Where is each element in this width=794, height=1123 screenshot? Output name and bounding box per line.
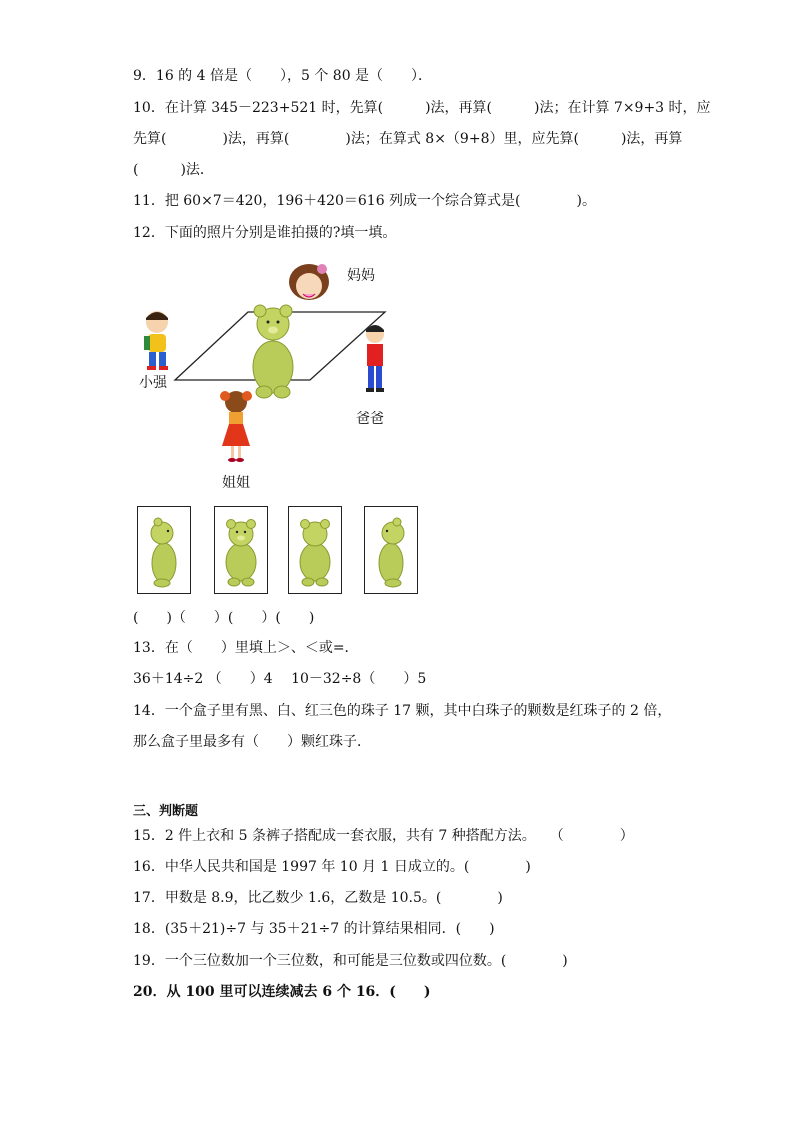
dad-label: 爸爸 xyxy=(356,411,384,427)
question-15: 15．2 件上衣和 5 条裤子搭配成一套衣服，共有 7 种搭配方法。 （ ） xyxy=(133,828,634,844)
question-13-items: 36＋14÷2 （ ）4 10－32÷8（ ）5 xyxy=(133,671,427,687)
photo-card-3 xyxy=(288,506,342,594)
photo-card-1 xyxy=(137,506,191,594)
question-20: 20．从 100 里可以连续减去 6 个 16．( ) xyxy=(133,984,431,1000)
question-12: 12．下面的照片分别是谁拍摄的?填一填。 xyxy=(133,225,397,241)
bear-front-view xyxy=(215,507,267,593)
photo-card-4 xyxy=(364,506,418,594)
question-13: 13．在（ ）里填上＞、＜或=． xyxy=(133,640,359,656)
sister-label: 姐姐 xyxy=(222,475,250,491)
question-17: 17．甲数是 8.9，比乙数少 1.6，乙数是 10.5。( ) xyxy=(133,890,503,906)
bear-back-view xyxy=(289,507,341,593)
question-10-line-3: ( )法． xyxy=(133,162,214,178)
mom-label: 妈妈 xyxy=(347,268,375,284)
bear-side-view-left xyxy=(138,507,190,593)
question-19: 19．一个三位数加一个三位数，和可能是三位数或四位数。( ) xyxy=(133,953,568,969)
question-10-line-2: 先算( )法，再算( )法；在算式 8×（9+8）里，应先算( )法，再算 xyxy=(133,131,683,147)
question-11: 11．把 60×7＝420，196＋420＝616 列成一个综合算式是( )。 xyxy=(133,193,596,209)
bear-side-view-right xyxy=(365,507,417,593)
section-3-title: 三、判断题 xyxy=(133,804,199,819)
bear-figure xyxy=(253,305,293,398)
mom-figure xyxy=(289,264,329,300)
scene-illustration xyxy=(133,252,393,492)
question-18: 18．(35＋21)÷7 与 35＋21÷7 的计算结果相同．( ) xyxy=(133,921,495,937)
question-9: 9．16 的 4 倍是（ ），5 个 80 是（ ）． xyxy=(133,68,433,84)
question-14-line-1: 14．一个盒子里有黑、白、红三色的珠子 17 颗，其中白珠子的颗数是红珠子的 2 倍， xyxy=(133,703,672,719)
sister-figure xyxy=(220,391,252,462)
photo-card-2 xyxy=(214,506,268,594)
photo-answer-blanks: ( )（ ）( ）( ) xyxy=(133,610,315,626)
photo-scene xyxy=(133,252,393,492)
xiaoqiang-label: 小强 xyxy=(139,375,167,391)
xiaoqiang-figure xyxy=(144,311,168,370)
question-16: 16．中华人民共和国是 1997 年 10 月 1 日成立的。( ) xyxy=(133,859,531,875)
question-10-line-1: 10．在计算 345－223+521 时，先算( )法，再算( )法；在计算 7×9+3 时，应 xyxy=(133,100,711,116)
dad-figure xyxy=(366,325,384,392)
question-14-line-2: 那么盒子里最多有（ ）颗红珠子． xyxy=(133,734,371,750)
